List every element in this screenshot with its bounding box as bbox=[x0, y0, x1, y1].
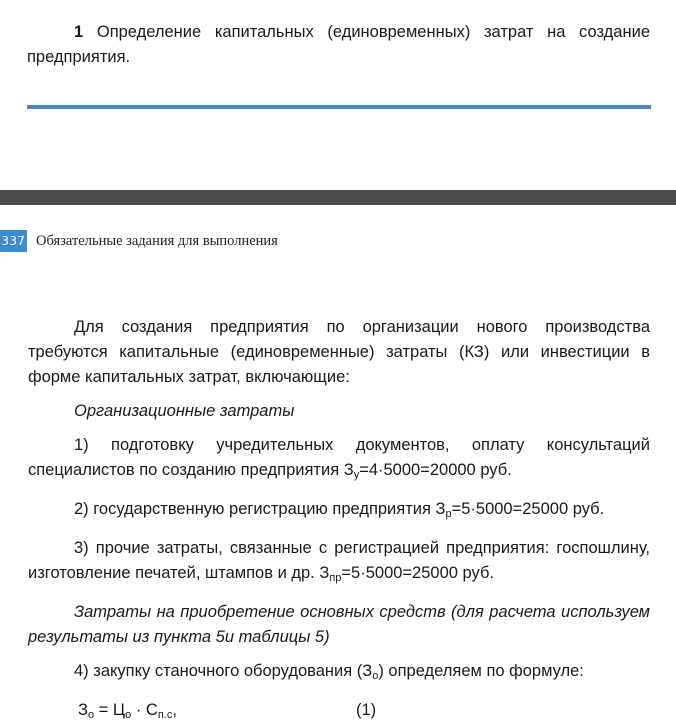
task-heading bbox=[27, 20, 650, 70]
page-separator bbox=[0, 190, 676, 205]
item-3-calc: =5·5000=25000 руб. bbox=[341, 564, 494, 582]
formula-lhs-sub: о bbox=[87, 709, 95, 721]
item-4-tail: ) определяем по формуле: bbox=[378, 662, 584, 680]
blue-divider bbox=[27, 105, 651, 109]
item-2 bbox=[28, 497, 650, 527]
item-4-text: 4) закупку станочного оборудования (З bbox=[74, 662, 373, 680]
item-2-text: 2) государственную регистрацию предприятия З bbox=[74, 500, 446, 518]
page-header bbox=[0, 230, 676, 254]
item-2-sub: р bbox=[445, 508, 452, 520]
item-1-calc: =4·5000=20000 руб. bbox=[359, 461, 512, 479]
item-3 bbox=[28, 536, 650, 591]
formula-c-sub: п.с bbox=[157, 709, 173, 721]
formula-mid-sub: о bbox=[125, 709, 132, 721]
org-costs-heading: Организационные затраты bbox=[74, 402, 295, 420]
document-body bbox=[28, 315, 650, 723]
item-1-text: 1) подготовку учредительных документов, оплату консультаций специалистов по созданию предприятия З bbox=[28, 436, 650, 479]
intro-paragraph: Для создания предприятия по организации нового производства требуются капитальные (единовременные) затраты (КЗ) или инвестиции в форме капитальных затрат, включающие: bbox=[28, 318, 650, 386]
page-number-badge: 337 bbox=[0, 230, 27, 252]
heading-text: Определение капитальных (единовременных) затрат на создание предприятия. bbox=[27, 23, 650, 66]
formula-lhs: З bbox=[78, 701, 88, 719]
item-4-sub: о bbox=[372, 670, 379, 682]
formula-1 bbox=[28, 698, 650, 723]
formula-number: (1) bbox=[356, 701, 377, 719]
item-2-calc: =5·5000=25000 руб. bbox=[451, 500, 605, 518]
item-1 bbox=[28, 433, 650, 488]
fixed-assets-heading: Затраты на приобретение основных средств (для расчета используем результаты из пункта 5и таблицы 5) bbox=[28, 603, 650, 646]
heading-number: 1 bbox=[74, 23, 84, 41]
formula-end: , bbox=[172, 701, 177, 719]
item-4 bbox=[28, 659, 650, 689]
section-title: Обязательные задания для выполнения bbox=[36, 233, 278, 249]
formula-dot: · С bbox=[131, 701, 158, 719]
item-3-sub: пр bbox=[329, 572, 342, 584]
item-3-text: 3) прочие затраты, связанные с регистрацией предприятия: госпошлину, изготовление печатей, штампов и др. З bbox=[28, 539, 650, 582]
item-1-sub: у bbox=[353, 469, 360, 481]
formula-mid: = Ц bbox=[94, 701, 126, 719]
previous-page-fragment bbox=[0, 0, 676, 190]
